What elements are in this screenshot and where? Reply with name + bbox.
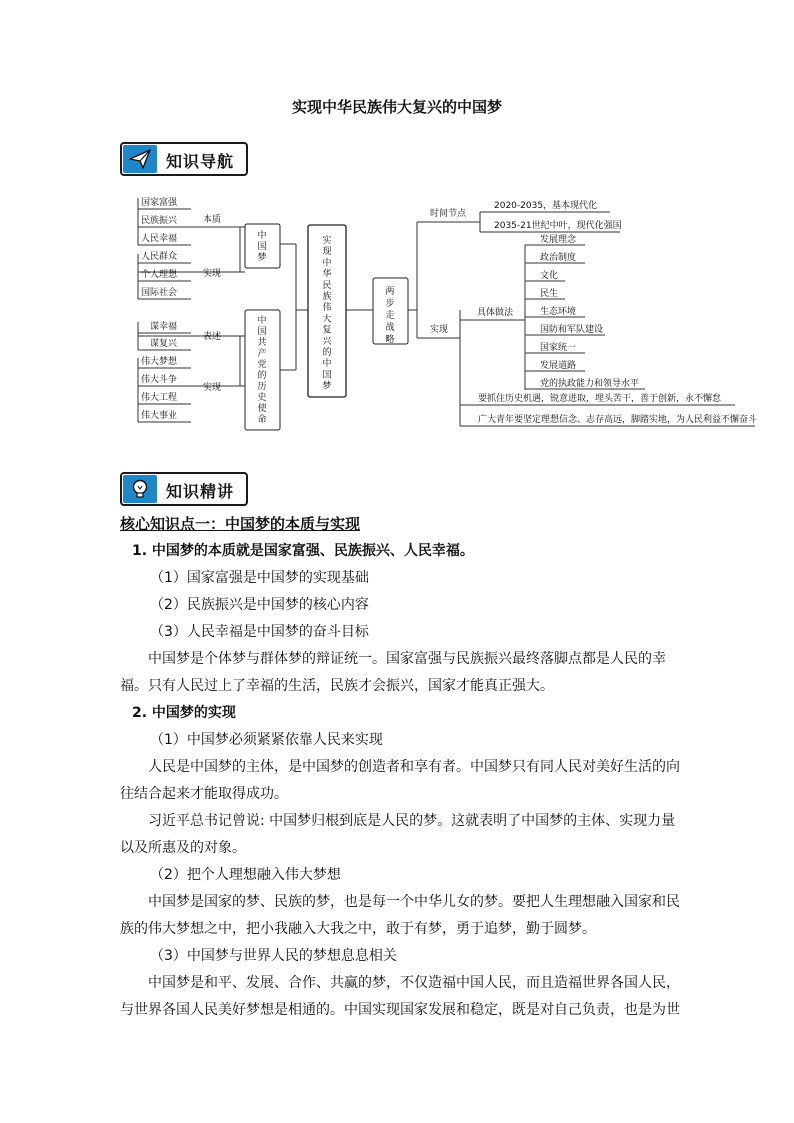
extra-seize-opportunity: 要抓住历史机遇，锐意进取，埋头苦干，善于创新，永不懈怠 <box>478 394 722 404</box>
mind-map <box>0 0 794 440</box>
leaf-mou-xingfu: 谋幸福 <box>150 322 178 332</box>
extra-youth: 广大青年要坚定理想信念、志存高远，脚踏实地，为人民利益不懈奋斗 <box>478 415 758 425</box>
paragraph-world-dream: 中国梦是和平、发展、合作、共赢的梦，不仅造福中国人民，而且造福世界各国人民，与世界各国人民美好梦想是相通的。中国实现国家发展和稳定，既是对自己负责，也是为世 <box>120 975 680 1018</box>
label-biaoshu: 表述 <box>203 332 222 342</box>
badge-label: 知识导航 <box>166 152 235 171</box>
measure-unification: 国家统一 <box>540 343 577 353</box>
label-benzhi: 本质 <box>203 215 222 225</box>
section-1-heading: 1. 中国梦的本质就是国家富强、民族振兴、人民幸福。 <box>132 543 474 559</box>
box-zhongguomeng: 中国梦 <box>257 231 267 263</box>
label-shixian-top: 实现 <box>203 269 222 279</box>
page-title: 实现中华民族伟大复兴的中国梦 <box>291 98 502 116</box>
time-item-2035: 2020-2035，基本现代化 <box>494 201 598 211</box>
section-2-item-2: （2）把个人理想融入伟大梦想 <box>150 867 341 883</box>
leaf-mou-fuxing: 谋复兴 <box>150 339 178 349</box>
section-2-item-3: （3）中国梦与世界人民的梦想息息相关 <box>150 948 397 964</box>
label-time-nodes: 时间节点 <box>430 209 467 219</box>
measure-livelihood: 民生 <box>540 289 559 299</box>
measure-ecology: 生态环境 <box>540 307 577 317</box>
label-shixian-bottom: 实现 <box>203 383 222 393</box>
measure-culture: 文化 <box>540 271 559 281</box>
box-two-step-strategy: 两步走战略 <box>385 287 395 345</box>
lightbulb-icon <box>123 475 157 503</box>
leaf-renmin-xingfu: 人民幸福 <box>141 234 178 244</box>
leaf-weida-mengxiang: 伟大梦想 <box>141 357 178 367</box>
box-historical-mission: 中国共产党的历史使命 <box>257 316 267 425</box>
core-point-heading: 核心知识点一：中国梦的本质与实现 <box>120 515 361 533</box>
label-shixian-right: 实现 <box>430 325 449 335</box>
leaf-guojia-fuqiang: 国家富强 <box>141 198 178 208</box>
section-1-item-1: （1）国家富强是中国梦的实现基础 <box>150 570 369 586</box>
box-center-topic: 实现中华民族伟大复兴的中国梦 <box>322 236 332 392</box>
leaf-guoji-shehui: 国际社会 <box>141 288 178 298</box>
measure-development-concept: 发展理念 <box>540 235 577 245</box>
content-body <box>120 510 680 1024</box>
section-2-heading: 2. 中国梦的实现 <box>132 705 236 721</box>
leaf-weida-shiye: 伟大事业 <box>141 411 178 421</box>
knowledge-lecture-badge <box>120 472 248 506</box>
measure-defense: 国防和军队建设 <box>540 325 604 335</box>
measure-political-system: 政治制度 <box>540 253 577 263</box>
measure-development-path: 发展道路 <box>540 361 577 371</box>
leaf-minzu-zhenxing: 民族振兴 <box>141 216 178 226</box>
leaf-weida-douzheng: 伟大斗争 <box>141 375 178 385</box>
paragraph-dialectical-unity: 中国梦是个体梦与群体梦的辩证统一。国家富强与民族振兴最终落脚点都是人民的幸福。只有人民过上了幸福的生活，民族才会振兴，国家才能真正强大。 <box>120 651 666 694</box>
leaf-weida-gongcheng: 伟大工程 <box>141 393 178 403</box>
label-measures: 具体做法 <box>477 308 514 318</box>
paragraph-people-subject: 人民是中国梦的主体，是中国梦的创造者和享有者。中国梦只有同人民对美好生活的向往结合起来才能取得成功。 <box>120 759 680 802</box>
section-2-item-1: （1）中国梦必须紧紧依靠人民来实现 <box>150 732 383 748</box>
measure-party-leadership: 党的执政能力和领导水平 <box>540 379 640 389</box>
leaf-renmin-qunzhong: 人民群众 <box>141 252 178 262</box>
section-1-item-3: （3）人民幸福是中国梦的奋斗目标 <box>150 624 369 640</box>
leaf-geren-lixiang: 个人理想 <box>141 270 178 280</box>
time-item-mid-century: 2035-21世纪中叶，现代化强国 <box>494 221 622 231</box>
paragraph-personal-ideal: 中国梦是国家的梦、民族的梦，也是每一个中华儿女的梦。要把人生理想融入国家和民族的伟大梦想之中，把小我融入大我之中，敢于有梦，勇于追梦，勤于圆梦。 <box>120 894 680 937</box>
paragraph-xi-quote: 习近平总书记曾说: 中国梦归根到底是人民的梦。这就表明了中国梦的主体、实现力量以及所惠及的对象。 <box>120 813 676 856</box>
badge-label: 知识精讲 <box>166 482 235 501</box>
section-1-item-2: （2）民族振兴是中国梦的核心内容 <box>150 597 369 613</box>
